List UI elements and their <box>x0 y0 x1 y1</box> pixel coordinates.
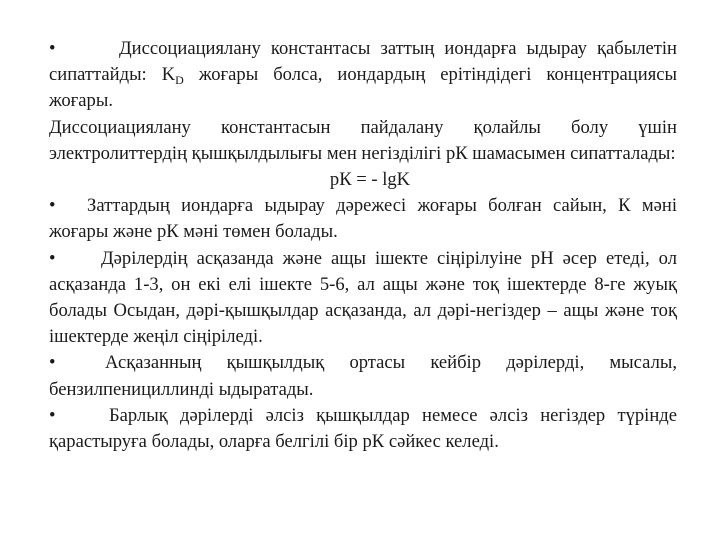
paragraph-pk-usage: Диссоциациялану константасын пайдалану қолайлы болу үшін электролиттердің қышқылдылығы мен негізділігі рК шамасымен сипатталады: <box>49 116 677 164</box>
paragraph-ionization-degree <box>49 193 677 245</box>
paragraph-absorption-ph <box>49 246 677 351</box>
paragraph-text: Заттардың иондарға ыдырау дәрежесі жоғары болған сайын, К мәні жоғары және рК мәні төмен болады. <box>49 195 677 243</box>
paragraph-text: Барлық дәрілерді әлсіз қышқылдар немесе әлсіз негіздер түрінде қарастыруға болады, оларға белгілі бір рК сәйкес келеді. <box>49 404 677 453</box>
slide-text-body <box>49 36 677 455</box>
paragraph-stomach-acidity <box>49 350 677 402</box>
paragraph-text-continued: жоғары болса, иондардың ерітіндідегі концентрациясы жоғары. <box>49 64 677 112</box>
paragraph-weak-acids-bases <box>49 403 677 455</box>
formula-pk: рК = - lgK <box>329 169 411 191</box>
bullet-marker: • <box>49 404 56 426</box>
bullet-marker: • <box>49 195 56 217</box>
subscript-d: D <box>175 73 184 88</box>
bullet-marker: • <box>49 352 56 374</box>
paragraph-text: Диссоциациялану константасы заттың иондарға ыдырау қабылетін сипаттайды: K <box>49 38 677 86</box>
bullet-marker: • <box>49 38 56 59</box>
paragraph-text: Асқазанның қышқылдық ортасы кейбір дәрілерді, мысалы, бензилпенициллинді ыдыратады. <box>49 352 677 400</box>
bullet-marker: • <box>49 247 56 269</box>
paragraph-text: Дәрілердің асқазанда және ащы ішекте сіңірілуіне рН әсер етеді, ол асқазанда 1-3, он екі елі ішекте 5-6, ал ащы және тоқ ішектерде 8-ге жуық болады Осыдан, дәрі-қышқылдар асқазанда, ал дәрі-негіздер – ащы және тоқ ішектерде жеңіл сіңіріледі. <box>49 247 677 348</box>
paragraph-dissociation-constant <box>49 36 677 115</box>
